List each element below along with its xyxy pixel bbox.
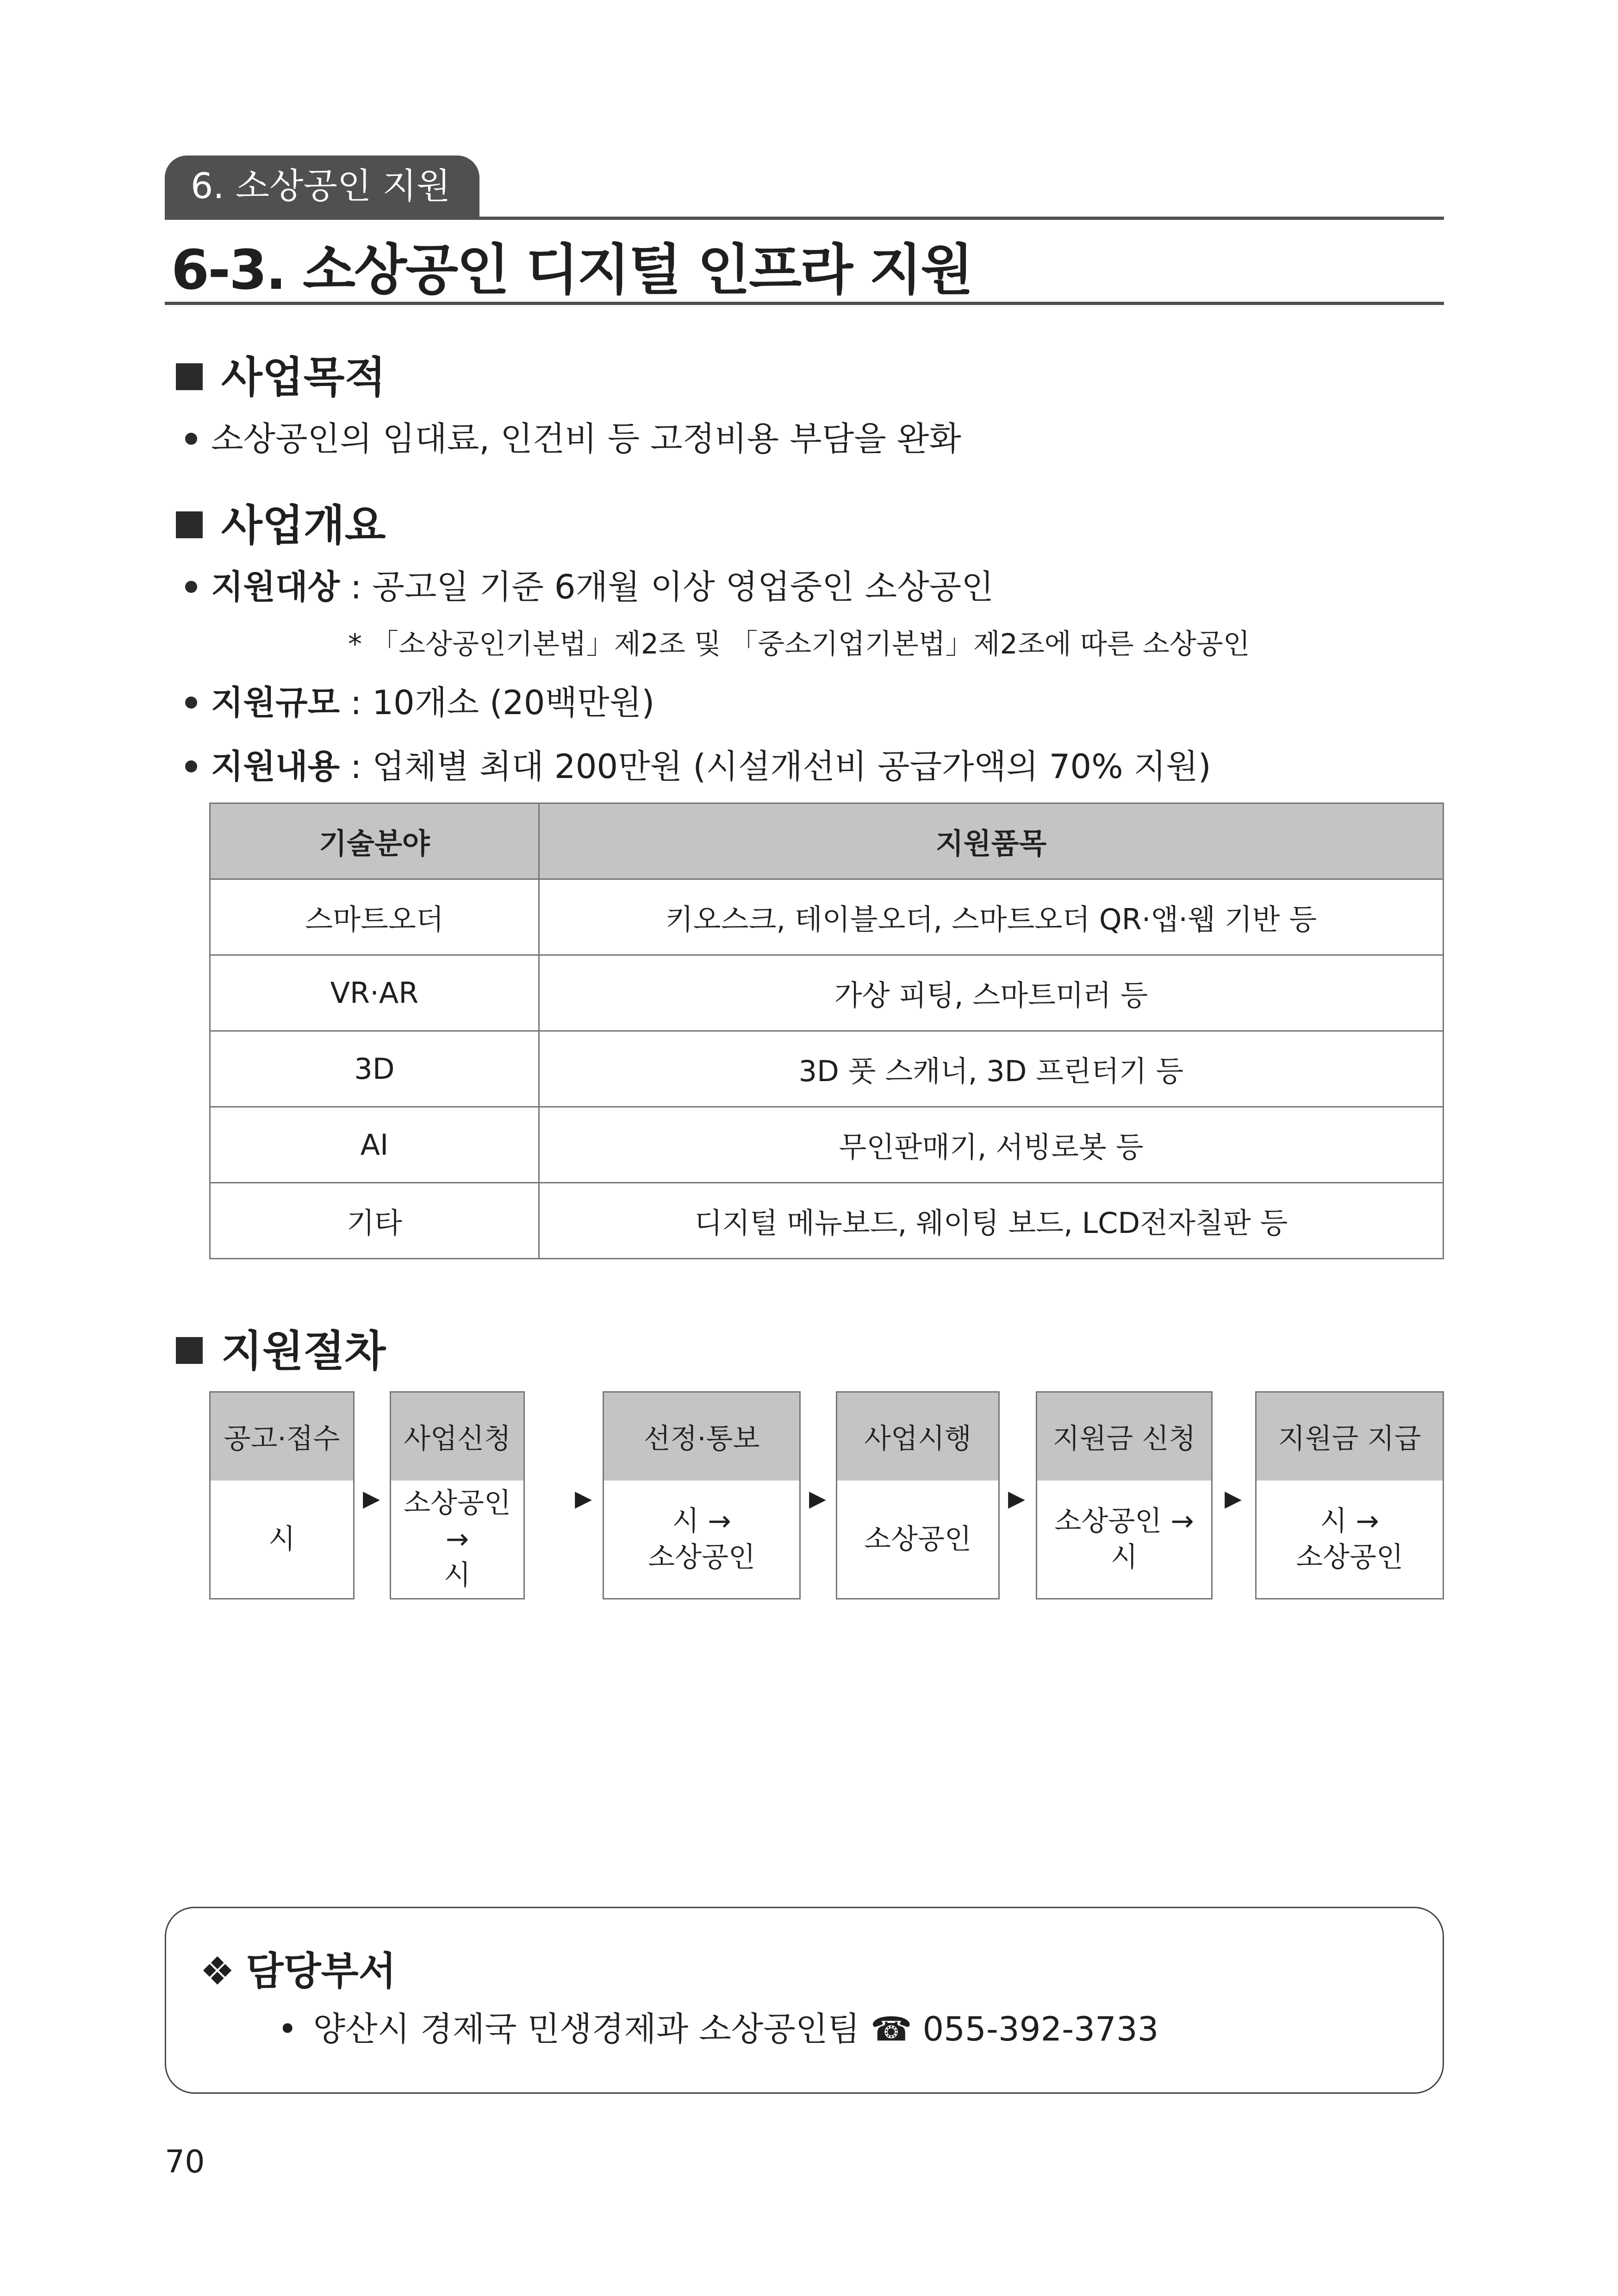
step-title: 지원금 지급	[1257, 1393, 1443, 1481]
step-title: 사업시행	[837, 1393, 998, 1481]
procedure-step	[836, 1391, 1000, 1599]
table-row	[210, 1031, 1444, 1107]
table-cell: 무인판매기, 서빙로봇 등	[539, 1107, 1444, 1183]
table-cell: 3D 풋 스캐너, 3D 프린터기 등	[539, 1031, 1444, 1107]
bullet-icon: •	[278, 2010, 298, 2048]
table-row	[210, 955, 1444, 1031]
purpose-heading: 사업목적	[176, 343, 386, 404]
step-line: 시	[1111, 1541, 1138, 1574]
department-name: 양산시 경제국 민생경제과 소상공인팀	[313, 2010, 860, 2048]
phone-number: 055-392-3733	[922, 2010, 1159, 2048]
procedure-step	[209, 1391, 355, 1599]
step-title: 사업신청	[391, 1393, 523, 1481]
contact-line	[278, 2002, 1158, 2050]
step-line: 시	[268, 1523, 295, 1556]
overview-scale: 지원규모 : 10개소 (20백만원)	[185, 676, 654, 724]
step-line: 소상공인 →	[404, 1487, 511, 1556]
flow-arrow-icon: ▶	[575, 1486, 592, 1512]
flow-arrow-icon: ▶	[1008, 1486, 1025, 1512]
step-title: 선정·통보	[604, 1393, 799, 1481]
step-body	[1257, 1481, 1443, 1598]
step-line: 시 →	[672, 1505, 731, 1537]
title-top-rule	[165, 217, 1444, 220]
square-bullet-icon	[176, 363, 203, 390]
contact-box	[165, 1907, 1444, 2094]
table-row	[210, 1183, 1444, 1259]
procedure-step	[390, 1391, 525, 1599]
section-tab: 6. 소상공인 지원	[165, 156, 479, 217]
page-title: 6-3. 소상공인 디지털 인프라 지원	[171, 238, 972, 302]
table-cell: 스마트오더	[210, 879, 539, 955]
table-cell: 키오스크, 테이블오더, 스마트오더 QR·앱·웹 기반 등	[539, 879, 1444, 955]
table-cell: 3D	[210, 1031, 539, 1107]
step-body	[1037, 1481, 1211, 1598]
procedure-heading: 지원절차	[176, 1317, 386, 1378]
table-cell: 디지털 메뉴보드, 웨이팅 보드, LCD전자칠판 등	[539, 1183, 1444, 1259]
title-bottom-rule	[165, 302, 1444, 305]
overview-target: 지원대상 : 공고일 기준 6개월 이상 영업중인 소상공인	[185, 560, 994, 608]
support-items-table	[209, 803, 1444, 1259]
square-bullet-icon	[176, 1337, 203, 1364]
step-title: 공고·접수	[211, 1393, 353, 1481]
step-line: 소상공인	[864, 1523, 971, 1556]
flow-arrow-icon: ▶	[363, 1486, 380, 1512]
step-line: 소상공인 →	[1054, 1505, 1194, 1537]
step-line: 소상공인	[648, 1541, 755, 1574]
diamond-icon: ❖	[200, 1948, 235, 1994]
bullet-dot-icon	[185, 433, 197, 445]
bullet-dot-icon	[185, 697, 197, 709]
procedure-step	[1255, 1391, 1444, 1599]
flow-arrow-icon: ▶	[809, 1486, 826, 1512]
contact-heading: ❖ 담당부서	[200, 1948, 396, 1994]
square-bullet-icon	[176, 511, 203, 538]
step-body	[604, 1481, 799, 1598]
purpose-item: 소상공인의 임대료, 인건비 등 고정비용 부담을 완화	[185, 412, 961, 460]
overview-heading: 사업개요	[176, 492, 386, 553]
step-line: 시 →	[1320, 1505, 1379, 1537]
bullet-dot-icon	[185, 581, 197, 593]
bullet-dot-icon	[185, 760, 197, 772]
table-header-row	[210, 803, 1444, 879]
procedure-step	[1036, 1391, 1213, 1599]
step-title: 지원금 신청	[1037, 1393, 1211, 1481]
table-row	[210, 1107, 1444, 1183]
table-cell: AI	[210, 1107, 539, 1183]
step-body	[211, 1481, 353, 1598]
procedure-step	[603, 1391, 801, 1599]
phone-icon: ☎	[870, 2010, 912, 2048]
step-line: 시	[444, 1559, 471, 1592]
table-row	[210, 879, 1444, 955]
page-number: 70	[165, 2144, 205, 2180]
step-body	[391, 1481, 523, 1598]
table-cell: 기타	[210, 1183, 539, 1259]
step-body	[837, 1481, 998, 1598]
table-cell: 가상 피팅, 스마트미러 등	[539, 955, 1444, 1031]
overview-content: 지원내용 : 업체별 최대 200만원 (시설개선비 공급가액의 70% 지원)	[185, 740, 1211, 788]
table-cell: VR·AR	[210, 955, 539, 1031]
flow-arrow-icon: ▶	[1225, 1486, 1242, 1512]
table-header-cell: 기술분야	[210, 803, 539, 879]
overview-target-note: * 「소상공인기본법」제2조 및 「중소기업기본법」제2조에 따른 소상공인	[348, 628, 1250, 660]
step-line: 소상공인	[1296, 1541, 1403, 1574]
table-header-cell: 지원품목	[539, 803, 1444, 879]
